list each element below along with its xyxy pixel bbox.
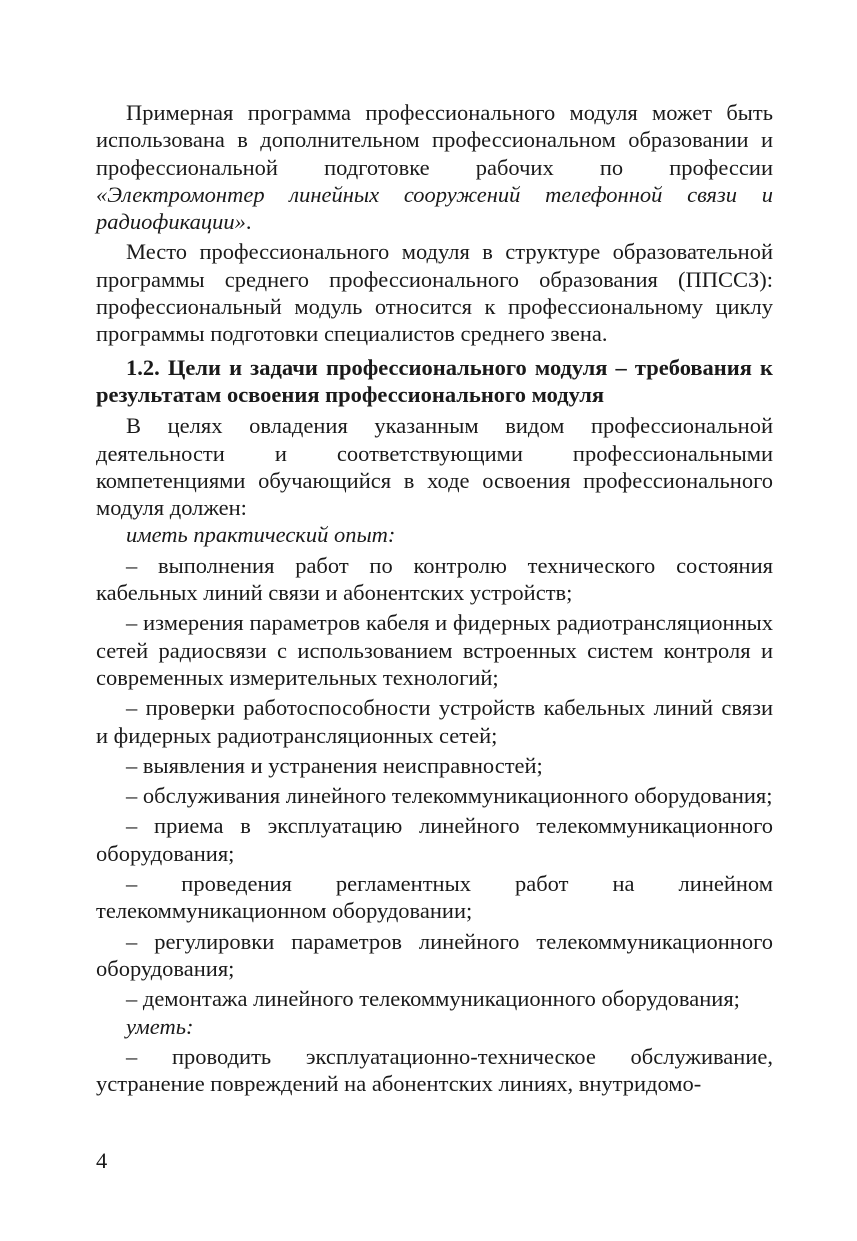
intro-paragraph-2: Место профессионального модуля в структуре образовательной программы среднего профессионального образования (ППССЗ): профессиональный модуль относится к профессиональному циклу программы подготовки специалистов среднего звена. <box>96 239 773 347</box>
intro-paragraph-1 <box>96 99 773 235</box>
list-item: – приема в эксплуатацию линейного телекоммуникационного оборудования; <box>96 813 773 866</box>
list-item: – регулировки параметров линейного телекоммуникационного оборудования; <box>96 928 773 981</box>
list-item: – обслуживания линейного телекоммуникационного оборудования; <box>126 783 773 809</box>
section-heading: 1.2. Цели и задачи профессионального модуля – требования к результатам освоения профессионального модуля <box>96 354 773 407</box>
skills-label: уметь: <box>126 1013 194 1039</box>
intro-paragraph-1-text: Примерная программа профессионального модуля может быть использована в дополнительном профессиональном образовании и профессиональной подготовке рабочих по профессии <box>96 100 773 180</box>
list-item: – демонтажа линейного телекоммуникационного оборудования; <box>126 986 740 1012</box>
list-item: – выявления и устранения неисправностей; <box>126 752 543 778</box>
list-item: – проводить эксплуатационно-техническое обслуживание, устранение повреждений на абонентских линиях, внутридомо- <box>96 1043 773 1097</box>
list-item: – проверки работоспособности устройств кабельных линий связи и фидерных радиотрансляционных сетей; <box>96 695 773 748</box>
experience-label: иметь практический опыт: <box>126 522 396 548</box>
list-item: – измерения параметров кабеля и фидерных радиотрансляционных сетей радиосвязи с использованием встроенных систем контроля и современных измерительных технологий; <box>96 610 773 690</box>
page-number: 4 <box>96 1148 108 1173</box>
profession-name: «Электромонтер линейных сооружений телефонной связи и радиофикации» <box>96 181 773 235</box>
intro-paragraph-1-end: . <box>245 209 252 235</box>
list-item: – проведения регламентных работ на линейном телекоммуникационном оборудовании; <box>96 871 773 924</box>
page-body <box>96 99 773 1097</box>
experience-list <box>96 552 773 1013</box>
section-lead: В целях овладения указанным видом профессиональной деятельности и соответствующими профессиональными компетенциями обучающийся в ходе освоения профессионального модуля должен: <box>96 413 773 521</box>
skills-list <box>96 1043 773 1098</box>
list-item: – выполнения работ по контролю технического состояния кабельных линий связи и абонентских устройств; <box>96 552 773 606</box>
